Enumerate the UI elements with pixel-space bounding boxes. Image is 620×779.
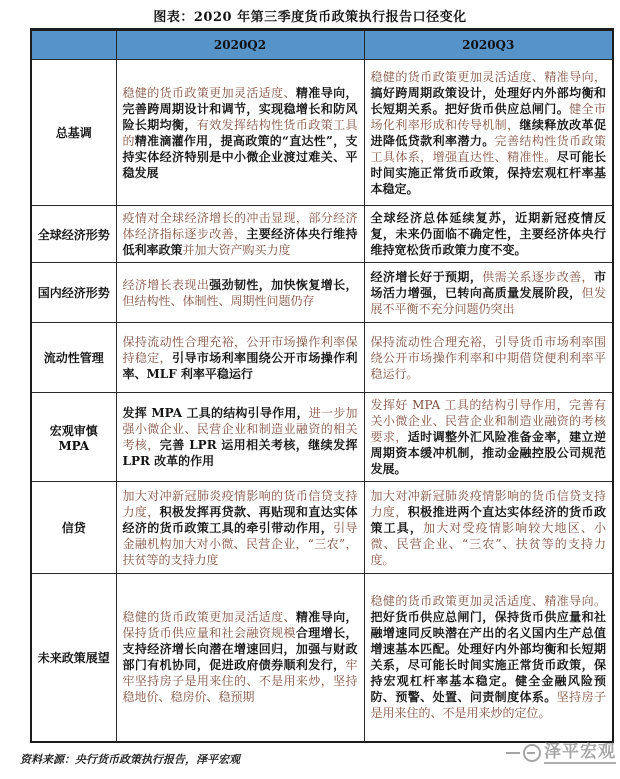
cell-q3 xyxy=(364,393,613,482)
cell-text-segment: 积极发挥再贷款、再贴现和直达实体经济的货币政策工具的牵引带动作用， xyxy=(122,504,358,535)
table-row xyxy=(31,263,613,323)
header-cell-2020q3: 2020Q3 xyxy=(364,30,613,60)
cell-q3 xyxy=(364,482,613,574)
row-label: 未来政策展望 xyxy=(31,574,116,742)
cell-text-segment: 精准导向，完善跨周期设计和调节，实现稳增长和防风险长期均衡， xyxy=(122,85,358,132)
header-row xyxy=(31,30,613,60)
header-cell-empty xyxy=(31,30,116,60)
cell-text-segment: 引导金融机构加大对小微、民营企业，“三农”，扶贫等的支持力度 xyxy=(122,520,358,567)
cell-q3 xyxy=(364,323,613,393)
cell-text-segment: 合理增长，支持经济增长向潜在增速回归，加强与财政部门有机协同，促进政府债券顺利发行， xyxy=(122,626,358,673)
cell-text-segment: 经济增长好于预期， xyxy=(370,269,483,284)
cell-q2 xyxy=(116,206,364,263)
row-label: 全球经济形势 xyxy=(31,206,116,263)
cell-text-segment: 但结构性、体制性、周期性问题仍存 xyxy=(122,293,315,308)
cell-q3 xyxy=(364,60,613,206)
cell-q2 xyxy=(116,393,364,482)
cell-text-segment: 适时调整外汇风险准备金率，建立逆周期资本缓冲机制，推动金融控股公司规范发展。 xyxy=(370,430,606,476)
cell-text-segment: 健全市场化利率形成和传导机制， xyxy=(370,101,606,132)
cell-text-segment: 加大对冲新冠肺炎疫情影响的货币信贷支持力度， xyxy=(122,488,358,519)
table-row xyxy=(31,60,613,206)
header-cell-2020q2: 2020Q2 xyxy=(116,30,364,60)
row-label: 国内经济形势 xyxy=(31,263,116,323)
cell-text-segment: 但发展不平衡不充分问题仍突出 xyxy=(370,285,606,316)
watermark-dash xyxy=(506,752,520,754)
cell-text-segment: 强劲韧性，加快恢复增长， xyxy=(209,277,358,292)
cell-text-segment: 完善结构性货币政策工具体系，增强直达性、精准性。 xyxy=(370,133,606,164)
cell-q2 xyxy=(116,574,364,742)
cell-text-segment: 尽可能长时间实施正常货币政策，保持宏观杠杆率基本稳定。 xyxy=(370,149,606,196)
cell-text-segment: 引导市场利率围绕公开市场操作利率、MLF 利率平稳运行 xyxy=(122,350,358,381)
cell-text-segment: 疫情对全球经济增长的冲击显现，部分经济体经济指标逐步改善， xyxy=(122,211,358,241)
cell-text-segment: 稳健的货币政策更加灵活适度、 xyxy=(122,85,296,100)
cell-text-segment: 稳健的货币政策更加灵活适度、精准导向。 xyxy=(370,594,606,609)
cell-q3 xyxy=(364,263,613,323)
policy-comparison-table xyxy=(30,28,614,743)
cell-text-segment: 完善 LPR 运用相关考核，继续发挥 LPR 改革的作用 xyxy=(122,438,358,468)
cell-text-segment: 加大对冲新冠肺炎疫情影响的货币信贷支持力度， xyxy=(370,488,606,519)
cell-text-segment: 坚持房子是用来住的、不是用来炒的定位。 xyxy=(370,690,606,721)
table-body xyxy=(31,60,613,742)
cell-text-segment: 保持流动性合理充裕，引导货币市场利率围绕公开市场操作利率和中期借贷便利利率平稳运行。 xyxy=(370,334,606,381)
cell-text-segment: 积极推进两个直达实体经济的货币政策工具， xyxy=(370,504,606,535)
cell-text-segment: 搞好跨周期政策设计，处理好内外部均衡和长短期关系。把好货币供应总闸门。 xyxy=(370,85,606,116)
cell-text-segment: 进一步加强小微企业、民营企业和制造业融资的相关考核， xyxy=(122,406,358,452)
cell-text-segment: 精准滴灌作用，提高政策的“直达性”，支持实体经济特别是中小微企业渡过难关、平稳发展 xyxy=(122,133,358,180)
cell-text-segment: 主要经济体央行维持低利率政策 xyxy=(122,227,358,257)
zeping-logo-icon xyxy=(523,744,541,762)
cell-q2 xyxy=(116,60,364,206)
cell-text-segment: 市场活力增强，已转向高质量发展阶段， xyxy=(370,269,606,300)
table-row xyxy=(31,482,613,574)
table-row xyxy=(31,393,613,482)
cell-text-segment: 供需关系逐步改善， xyxy=(482,269,594,284)
cell-text-segment: 并加大资产购买力度 xyxy=(182,243,291,257)
table-row xyxy=(31,574,613,742)
cell-q2 xyxy=(116,482,364,574)
row-label: 流动性管理 xyxy=(31,323,116,393)
cell-text-segment: 稳健的货币政策更加灵活适度、精准导向， xyxy=(370,69,606,84)
source-note: 资料来源：央行货币政策执行报告，泽平宏观 xyxy=(20,752,240,766)
cell-text-segment: 保持流动性合理充裕，公开市场操作利率保持稳定， xyxy=(122,334,358,365)
cell-text-segment: 经济增长表现出 xyxy=(122,277,210,292)
cell-text-segment: 继续释放改革促进降低贷款利率潜力。 xyxy=(370,117,606,148)
cell-q2 xyxy=(116,323,364,393)
cell-text-segment: 加大对受疫情影响较大地区、小微、民营企业、“三农”、扶贫等的支持力度。 xyxy=(370,520,606,567)
cell-text-segment: 精准导向， xyxy=(295,610,358,625)
table-row xyxy=(31,323,613,393)
report-figure xyxy=(0,6,620,767)
cell-q3 xyxy=(364,206,613,263)
row-label: 信贷 xyxy=(31,482,116,574)
zeping-watermark xyxy=(506,742,616,764)
cell-text-segment: 牢牢坚持房子是用来住的、不是用来炒，坚持稳地价、稳房价、稳预期 xyxy=(122,658,358,705)
zeping-logo-text: 泽平宏观 xyxy=(544,742,616,762)
cell-text-segment: 全球经济总体延续复苏，近期新冠疫情反复，未来仍面临不确定性，主要经济体央行维持宽松货币政策力度不变。 xyxy=(370,211,606,257)
cell-q2 xyxy=(116,263,364,323)
cell-text-segment: 保持货币供应量和社会融资规模 xyxy=(122,626,296,641)
figure-title: 图表：2020 年第三季度货币政策执行报告口径变化 xyxy=(153,10,467,25)
table-row xyxy=(31,206,613,263)
cell-text-segment: 有效发挥结构性货币政策工具的 xyxy=(122,117,358,148)
cell-text-segment: 稳健的货币政策更加灵活适度、 xyxy=(122,610,296,625)
cell-text-segment: 把好货币供应总闸门，保持货币供应量和社融增速同反映潜在产出的名义国内生产总值增速基本匹配。处理好内外部均衡和长短期关系，尽可能长时间实施正常货币政策，保持宏观杠杆率基本稳定。健全金融风险预防、预警、处置、问责制度体系。 xyxy=(370,610,606,705)
row-label: 总基调 xyxy=(31,60,116,206)
cell-q3 xyxy=(364,574,613,742)
cell-text-segment: 发挥好 MPA 工具的结构引导作用，完善有关小微企业、民营企业和制造业融资的考核要求， xyxy=(370,398,606,444)
cell-text-segment: 发挥 MPA 工具的结构引导作用， xyxy=(122,406,309,420)
row-label: 宏观审慎 MPA xyxy=(31,393,116,482)
